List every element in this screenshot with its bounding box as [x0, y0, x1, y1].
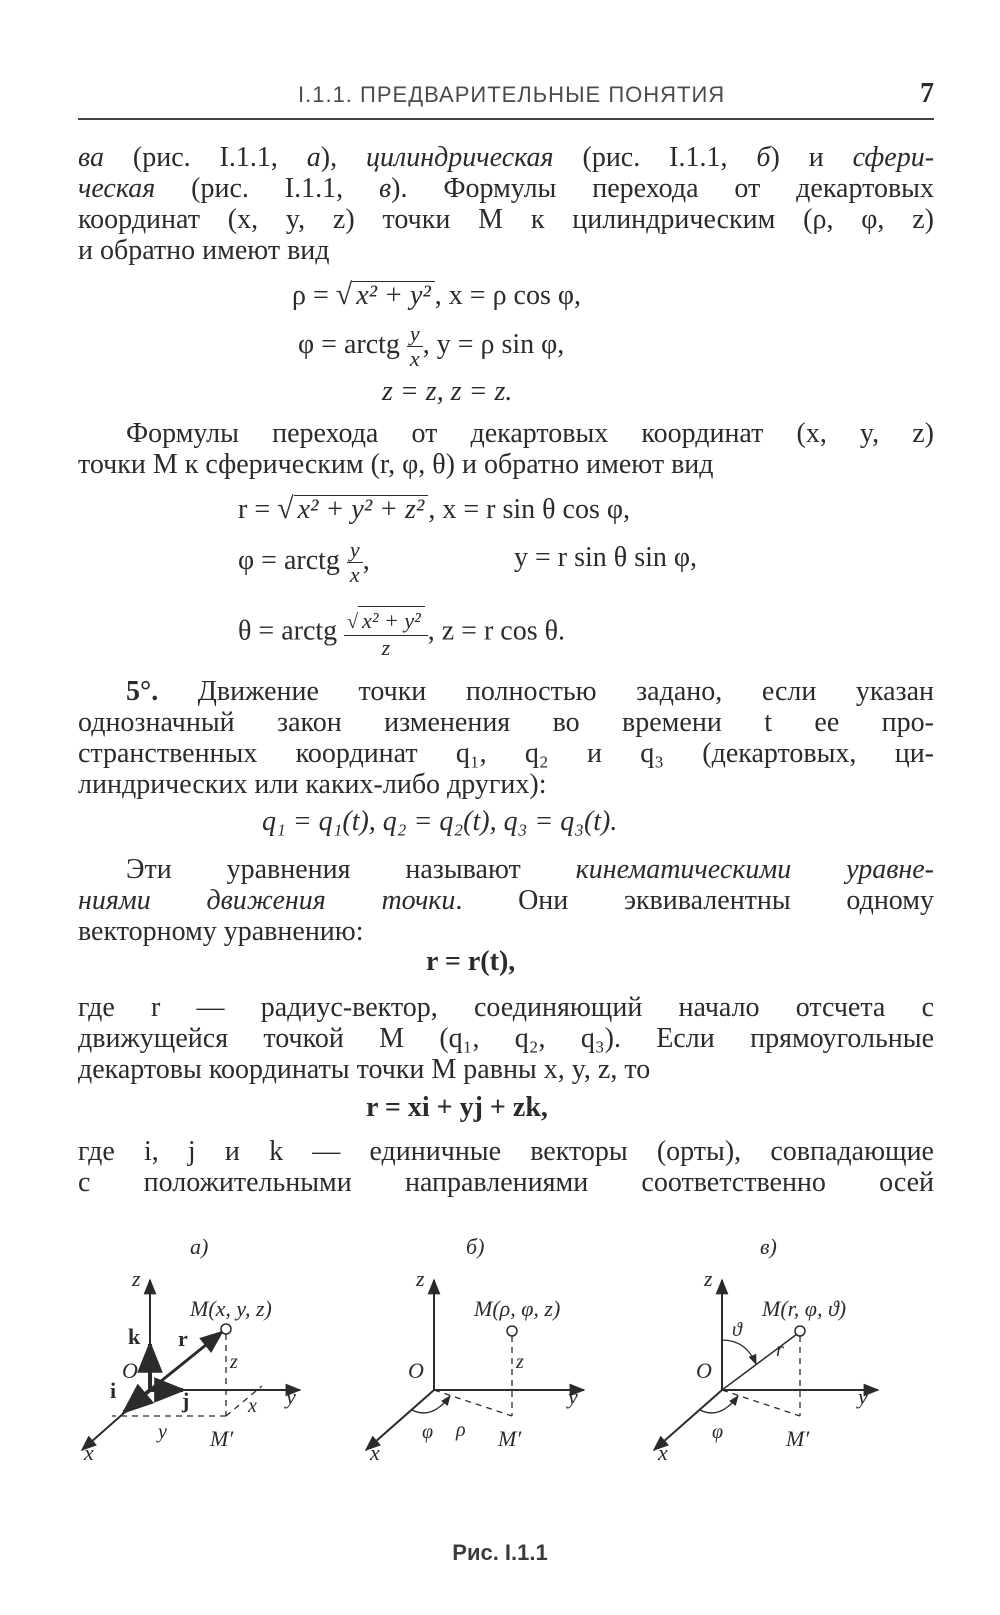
- svg-text:z: z: [704, 1266, 713, 1291]
- text-line: линдрических или каких-либо других):: [78, 769, 547, 800]
- theta-arc: [722, 1340, 756, 1364]
- formula-z-cyl: z = z, z = z.: [382, 376, 513, 407]
- point-m: [221, 1324, 231, 1334]
- text-line: ческая (рис. I.1.1, в). Формулы перехода от декартовых: [78, 173, 934, 204]
- svg-text:O: O: [408, 1358, 424, 1383]
- page-number: 7: [920, 78, 934, 109]
- text-line: однозначный закон изменения во времени t ее про-: [78, 707, 934, 738]
- svg-text:ϑ: ϑ: [732, 1319, 742, 1341]
- text-line: и обратно имеют вид: [78, 235, 330, 266]
- svg-text:r: r: [178, 1326, 188, 1351]
- svg-text:ρ: ρ: [456, 1419, 466, 1441]
- svg-text:z: z: [516, 1351, 524, 1373]
- point-label: M(x, y, z): [190, 1296, 272, 1321]
- point-label: M(r, φ, ϑ): [762, 1296, 847, 1321]
- svg-text:z: z: [132, 1266, 141, 1291]
- formula-vector: r = r(t),: [426, 946, 516, 977]
- page-header: [78, 80, 934, 114]
- text-line: точки M к сферическим (r, φ, θ) и обратно имеют вид: [78, 449, 714, 480]
- point-m: [795, 1326, 805, 1336]
- header-rule: [78, 118, 934, 120]
- formula-phi-sph: φ = arctg $\frac{y}{x}$ ,: [238, 537, 370, 587]
- paragraph-spherical: [78, 418, 934, 480]
- svg-text:φ: φ: [422, 1421, 434, 1443]
- point-m: [507, 1326, 517, 1336]
- svg-text:M′: M′: [210, 1426, 234, 1451]
- text-line: где i, j и k — единичные векторы (орты), совпадающие: [78, 1136, 934, 1167]
- svg-text:M′: M′: [498, 1426, 522, 1451]
- text-line: движущейся точкой M (q₁, q₂, q₃). Если прямоугольные: [78, 1023, 934, 1054]
- svg-text:O: O: [696, 1358, 712, 1383]
- text-line: ва (рис. I.1.1, а), цилиндрическая (рис. I.1.1, б) и сфери-: [78, 142, 935, 173]
- r-line: [722, 1334, 797, 1390]
- figure-panel-c: [654, 1234, 878, 1465]
- paragraph-radius-vector: [78, 992, 934, 1085]
- figure-caption: Рис. I.1.1: [452, 1540, 548, 1565]
- svg-text:x: x: [84, 1440, 94, 1465]
- paragraph-unit-vectors: [78, 1136, 934, 1198]
- paragraph-kinematic-equations: [78, 854, 934, 947]
- figure-panel-b: [366, 1234, 584, 1465]
- i-vector: [124, 1390, 150, 1412]
- svg-text:O: O: [122, 1358, 138, 1383]
- text-line: декартовы координаты точки M равны x, y, z, то: [78, 1054, 651, 1085]
- formula-phi-cyl: φ = arctg $\frac{y}{x}$ , y = ρ sin φ,: [298, 321, 565, 371]
- text-line: где r — радиус-вектор, соединяющий начало отсчета с: [78, 992, 934, 1023]
- panel-label: б): [466, 1234, 485, 1259]
- text-line: векторному уравнению:: [78, 916, 364, 947]
- svg-text:j: j: [182, 1388, 190, 1413]
- svg-text:z: z: [230, 1351, 238, 1373]
- text-line: координат (x, y, z) точки M к цилиндрическим (ρ, φ, z): [78, 204, 934, 235]
- svg-text:r: r: [776, 1339, 784, 1361]
- svg-text:i: i: [110, 1378, 117, 1403]
- svg-text:φ: φ: [712, 1421, 724, 1443]
- formula-r: r = √ x² + y² + z² , x = r sin θ cos φ,: [238, 492, 631, 525]
- paragraph-motion: [78, 676, 934, 800]
- paragraph-coordinate-systems: [78, 142, 934, 266]
- svg-text:z: z: [416, 1266, 425, 1291]
- svg-text:x: x: [248, 1395, 257, 1417]
- running-title: I.1.1. ПРЕДВАРИТЕЛЬНЫЕ ПОНЯТИЯ: [298, 82, 726, 107]
- text-line: странственных координат q₁, q₂ и q₃ (декартовых, ци-: [78, 738, 934, 769]
- point-label: M(ρ, φ, z): [474, 1296, 561, 1321]
- text-line: ниями движения точки. Они эквивалентны одному: [78, 885, 934, 916]
- text-line: Формулы перехода от декартовых координат (x, y, z): [126, 418, 934, 449]
- formula-rho: ρ = √ x² + y² , x = ρ cos φ,: [292, 278, 582, 311]
- svg-text:y: y: [858, 1384, 868, 1409]
- formula-theta: θ = arctg $\frac{\text{√ x² + y²}}{z}$ , z = r cos θ.: [238, 608, 566, 660]
- formula-y-sph: y = r sin θ sin φ,: [514, 542, 698, 573]
- text-line: Эти уравнения называют кинематическими уравне-: [126, 854, 934, 885]
- svg-text:y: y: [158, 1421, 167, 1443]
- text-line: 5°. Движение точки полностью задано, если указан: [126, 676, 934, 707]
- formula-kinematic: q₁ = q₁(t), q₂ = q₂(t), q₃ = q₃(t).: [262, 806, 618, 837]
- svg-text:x: x: [658, 1440, 668, 1465]
- formula-decomposition: r = xi + yj + zk,: [366, 1092, 548, 1123]
- svg-text:y: y: [568, 1384, 578, 1409]
- panel-label: а): [190, 1234, 209, 1259]
- svg-text:x: x: [370, 1440, 380, 1465]
- svg-text:y: y: [286, 1384, 296, 1409]
- panel-label: в): [760, 1234, 777, 1259]
- svg-text:k: k: [128, 1324, 141, 1349]
- svg-text:M′: M′: [786, 1426, 810, 1451]
- figure-panel-a: [82, 1234, 300, 1465]
- figure-coordinate-systems: [0, 1228, 1000, 1528]
- text-line: с положительными направлениями соответственно осей: [78, 1167, 934, 1198]
